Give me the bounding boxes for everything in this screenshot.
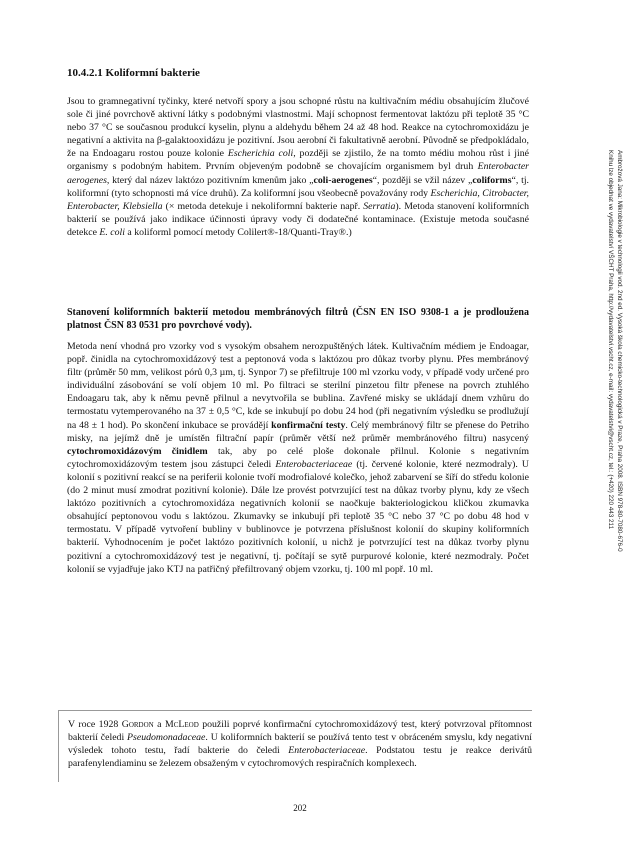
section-heading: 10.4.2.1 Koliformní bakterie: [67, 67, 200, 79]
citation-line: Ambrožová Jana: Mikrobiologie v technologii vod. 2nd ed. Vysoká škola chemicko-technologická v Praze, Praha 2008. ISBN 978-80-7080-676-0: [616, 150, 623, 552]
text-run: tak, aby po celé ploše dokonale přilnul. Kolonie s negativním cytochromoxidázovým testem jsou zástupci čeledi: [67, 445, 530, 470]
family-name: Pseudomonadaceae: [127, 732, 206, 743]
species-name: Escherichia coli: [227, 148, 294, 160]
text-run: “, později se vžil název „: [372, 174, 473, 186]
text-run: (× metoda detekuje i nekoliformní bakterie např.: [162, 200, 364, 212]
ordering-line: Knihu lze objednat ve vydavatelství VŠCHT Praha, http://vydavatelstvi.vscht.cz, e-mail: vydavatelstvi@vscht.cz, tel.: (+420) 220 443 211: [607, 150, 615, 530]
text-run: a koliforml pomocí metody Colilert®-18/Quanti-Tray®.): [124, 226, 352, 238]
page-number: 202: [293, 803, 307, 813]
family-name: Enterobacteriaceae: [275, 458, 353, 470]
text-run: “, tj. koliformní (tyto schopnosti má více druhů). Za koliformní jsou všeobecně považovány rody: [67, 174, 530, 199]
species-name: E. coli: [99, 226, 125, 238]
term-bold: coli-aerogenes: [313, 174, 373, 186]
text-run: . Celý membránový filtr se přenese do Petriho misky, na jejímž dně je umístěn filtrační papír (průměr větší než průměr membránového filtru) nasycený: [67, 419, 529, 444]
text-run: , který dal název laktózo pozitivním kmenům jako „: [106, 174, 314, 186]
genus-list: Escherichia, Citrobacter, Enterobacter, Klebsiella: [67, 187, 529, 212]
text-run: použili poprvé konfirmační cytochromoxidázový test, který potvrzoval přítomnost bakterií čeledi: [68, 719, 533, 743]
text-run: , později se zjistilo, že na tomto médiu mohou růst i jiné organismy s podobným habitem. Prvním objeveným podobně se chovajícím organismem byl druh: [67, 148, 529, 173]
author-name: McLeod: [165, 719, 199, 730]
text-run: . Podstatou testu je reakce derivátů parafenylendiaminu se železem obsaženým v cytochromových respiračních komplexech.: [68, 745, 532, 769]
text-run: V roce 1928: [68, 719, 122, 730]
term-bold: konfirmační testy: [271, 419, 346, 431]
text-run: . U koliformních bakterií se používá tento test v obráceném smyslu, kdy negativní výsledek tohoto testu, řadí bakterie do čeledi: [68, 732, 532, 756]
citation-sidebar: [599, 150, 623, 552]
family-name: Enterobacteriaceae: [288, 745, 366, 756]
historical-note-box: [58, 710, 532, 782]
term-bold: coliforms: [472, 174, 512, 186]
term-bold: cytochromoxidázovým činidlem: [67, 445, 208, 457]
method-subheading: Stanovení koliformních bakterií metodou membránových filtrů (ČSN EN ISO 9308-1 a je prodloužena platnost ČSN 83 0531 pro povrchové vody).: [67, 307, 529, 331]
paragraph-body: [67, 340, 529, 576]
paragraph-method: [67, 340, 529, 576]
species-name: Serratia: [363, 200, 396, 212]
paragraph-body: [67, 95, 529, 239]
text-run: Jsou to gramnegativní tyčinky, které netvoří spory a jsou schopné růstu na kultivačním médiu obsahujícím žlučové sole či jiné povrchově aktivní látky s podobnými vlastnostmi. Mají schopnost fermentovat laktózu při teplotě 35 °C nebo 37 °C se současnou produkcí kyselin, plynu a aldehydu během 24 až 48 hod. Reakce na cytochromoxidázu je negativní a aktivita na β-galaktooxidázu je pozitivní. Jsou aerobní či fakultativně aerobní. Původně se předpokládalo, že na Endoagaru rostou pouze kolonie: [67, 96, 529, 160]
paragraph-coliform-definition: [67, 95, 529, 239]
species-name: Enterobacter aerogenes: [67, 161, 529, 186]
text-run: a: [153, 719, 165, 730]
text-run: (tj. červené kolonie, které nezmodraly). U kolonií s pozitivní reakcí se na periferii kolonie tvoří modrofialové kolečko, jehož zabarvení se šíří do středu kolonie (do 2 minut musí zmodrat pozitivní kolonie). Dále lze provést potvrzující test na důkaz tvorby plynu, kdy ze všech laktózo pozitivních a cytochromoxidáza negativních kolonií se naočkuje bakteriologickou kličkou zkumavka obsahující peptonovou vodu s laktózou. Zkumavky se inkubují při teplotě 35 °C nebo 37 °C po dobu 48 hod v termostatu. V případě vytvoření bubliny v bublinovce je potvrzena příslušnost kolonií do skupiny koliformních bakterií. Vyhodnocením je počet laktózo pozitivních kolonií, u nichž je potvrzující test na důkaz tvorby plynu pozitivní a cytochromoxidázový test je negativní, tj. počítají se sytě purpurové kolonie, které nezmodraly. Počet kolonií se vyjadřuje jako KTJ na patřičný přefiltrovaný objem vzorku, tj. 100 ml popř. 10 ml.: [67, 458, 530, 575]
text-run: ). Metoda stanovení koliformních bakterií se používá jako indikace účinnosti úpravy vody či dodatečné kontaminace. (Existuje metoda současné detekce: [67, 200, 529, 238]
author-name: Gordon: [121, 719, 154, 730]
text-run: Metoda není vhodná pro vzorky vod s vysokým obsahem nerozpuštěných látek. Kultivačním médiem je Endoagar, popř. činidla na cytochromoxidázový test a peptonová voda s laktózou pro důkaz tvorby plynu. Přes membránový filtr (průměr 50 mm, velikost pórů 0,3 µm, tj. Synpor 7) se přefiltruje 100 ml vzorku vody, v případě vody určené pro individuální zásobování se volí objem 10 ml. Po filtraci se sterilní pinzetou filtr přenese na povrch ztuhlého Endoagaru tak, aby k němu pevně přilnul a nevytvořila se bublina. Zavřené misky se ukládají dnem vzhůru do termostatu vytemperovaného na 37 ± 0,5 °C, kde se inkubují po dobu 24 hod (při negativním výsledku se prodlužují na 48 ± 1 hod). Po skončení inkubace se provádějí: [67, 341, 529, 431]
